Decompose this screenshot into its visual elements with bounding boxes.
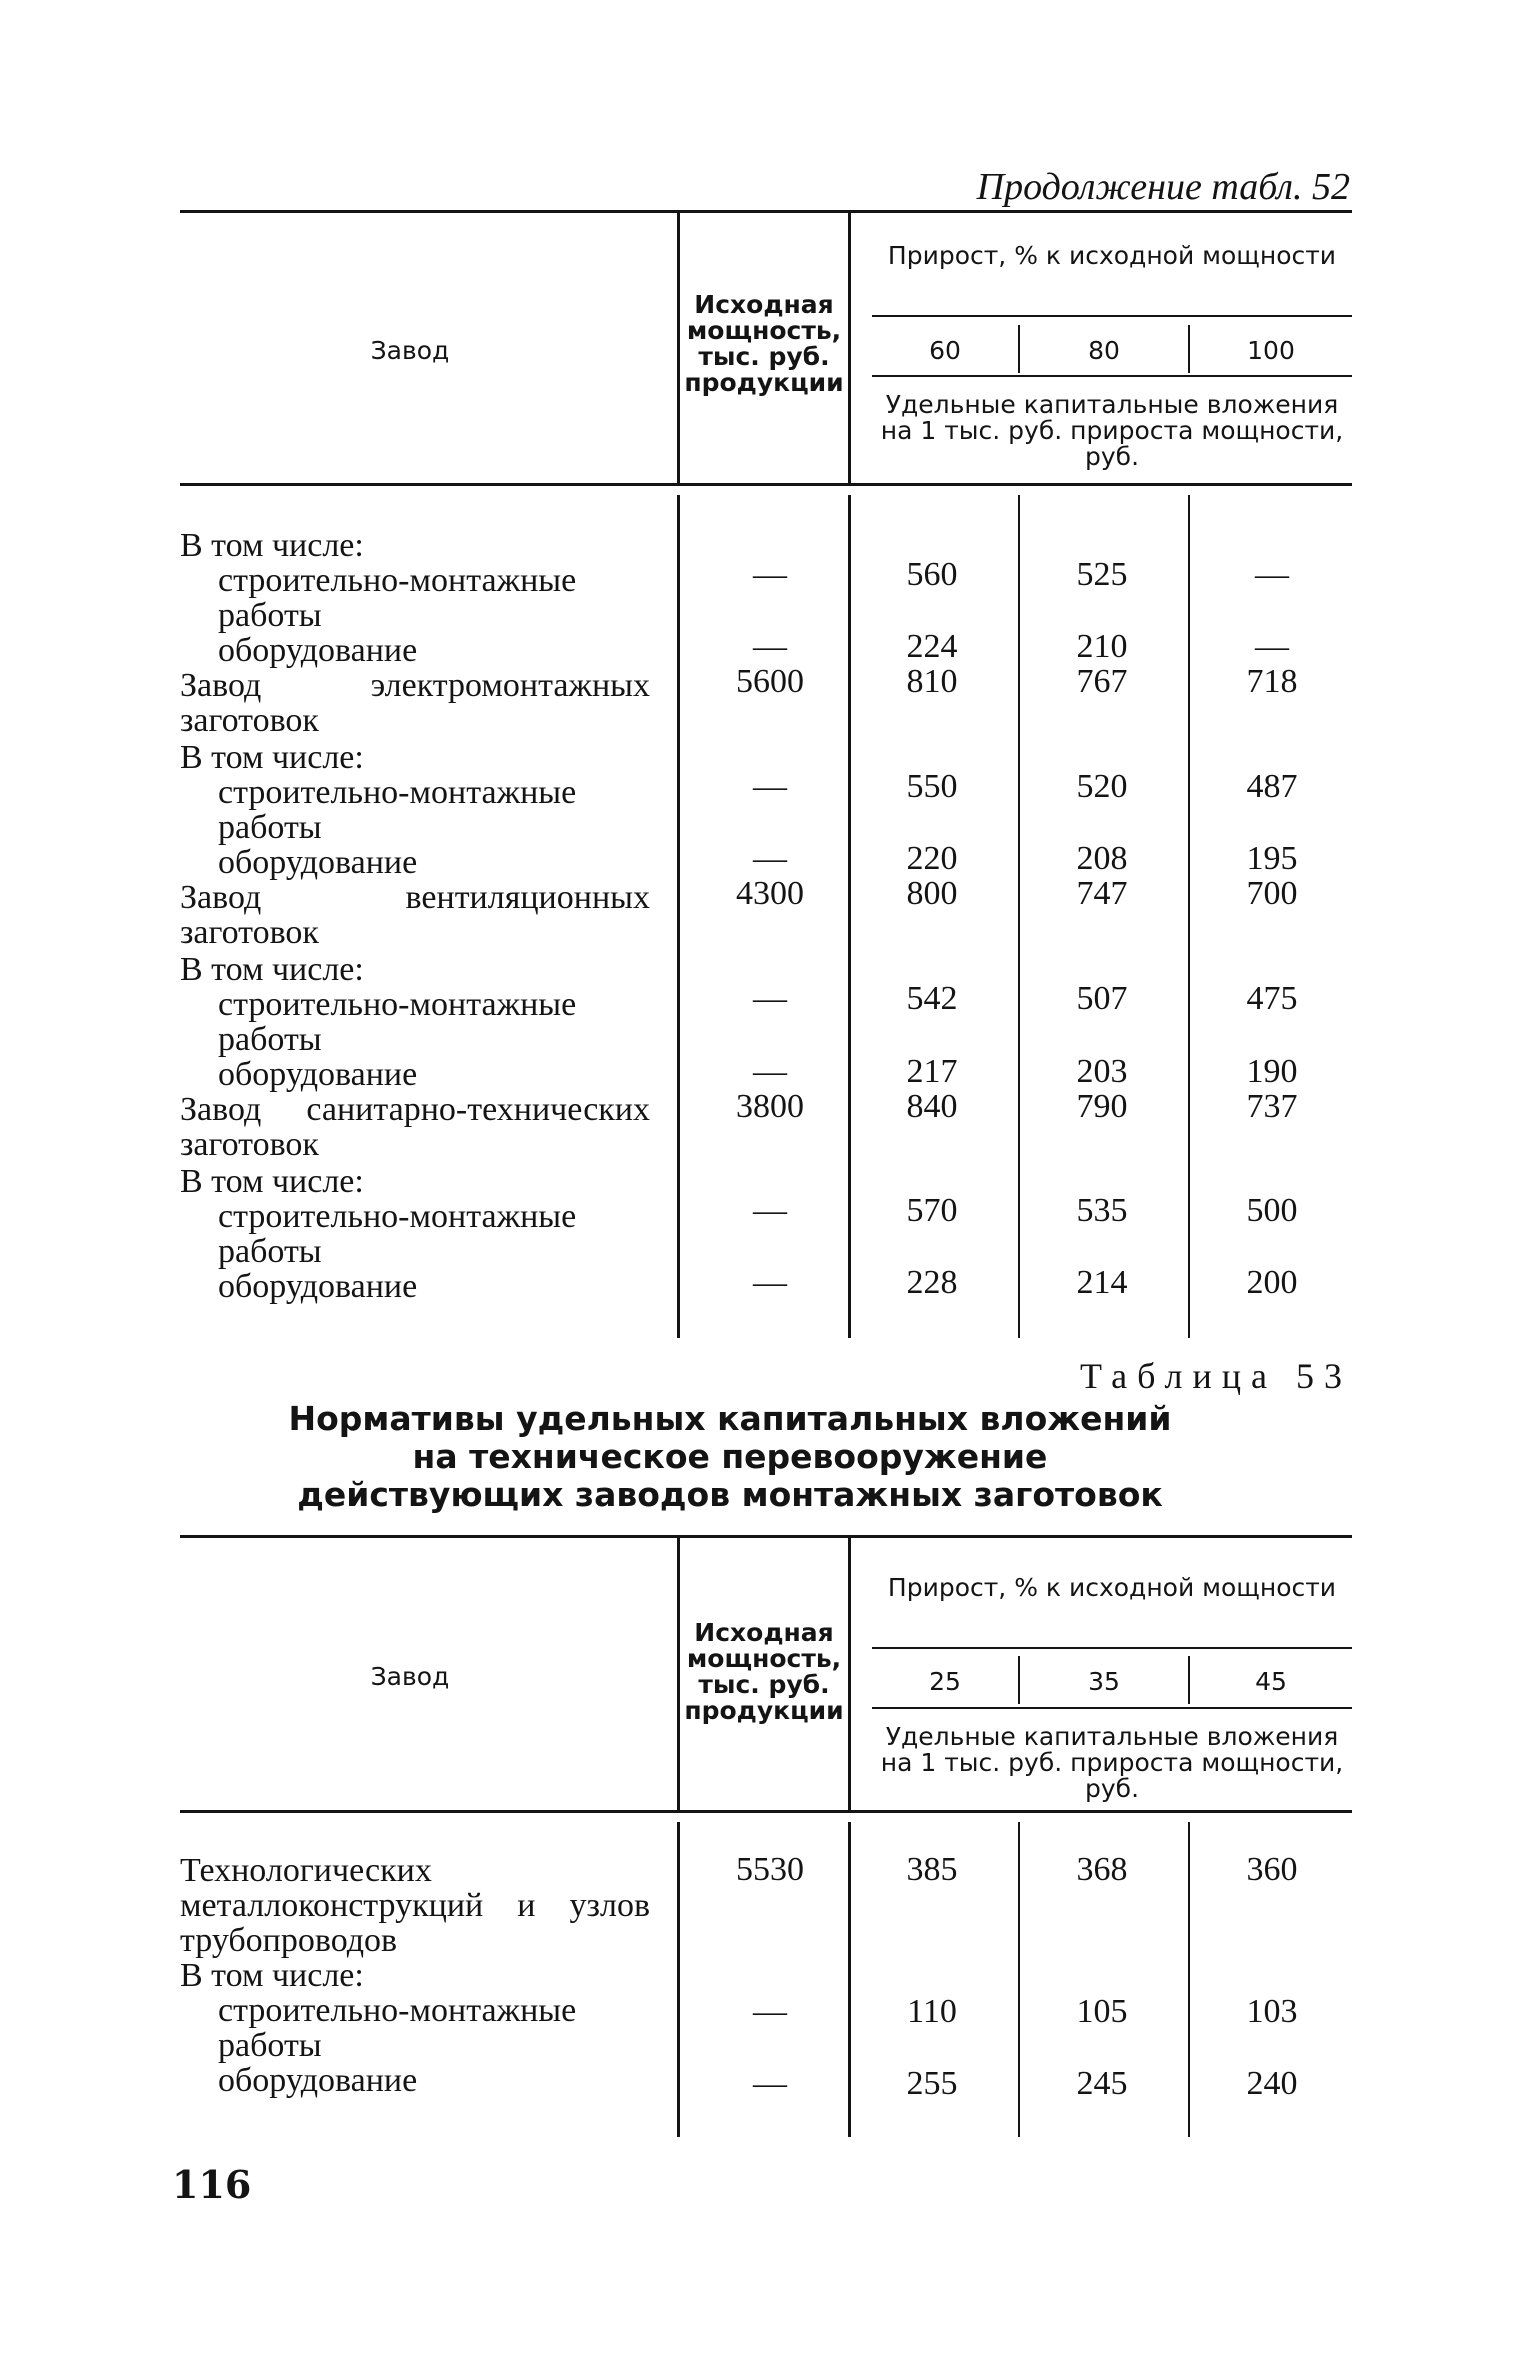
row-label: оборудование [218, 1268, 418, 1305]
value-cell-2: 535 [1076, 1192, 1128, 1229]
col-divider [848, 495, 851, 1338]
value-cell-2: 203 [1076, 1053, 1128, 1090]
row-label: В том числе: [180, 527, 364, 564]
value-cell-2: 105 [1076, 1993, 1128, 2030]
value-cell-3: 700 [1246, 875, 1298, 912]
col-divider [1188, 495, 1190, 1338]
capacity-cell: — [753, 840, 787, 877]
value-cell-3: 487 [1246, 768, 1298, 805]
value-cell-2: 525 [1076, 556, 1128, 593]
value-cell-3: 737 [1246, 1088, 1298, 1125]
continuation-caption: Продолжение табл. 52 [976, 166, 1350, 208]
row-label: строительно-монтажные работы [218, 774, 577, 846]
header-bottom-rule [180, 483, 1352, 486]
capacity-cell: — [753, 556, 787, 593]
row-label: Технологических металлоконструкций и узлов трубопроводов [180, 1852, 650, 1959]
header-investment: Удельные капитальные вложения на 1 тыс. руб. прироста мощности, руб. [880, 390, 1344, 471]
row-label: оборудование [218, 632, 418, 669]
table-53-number: Таблица 53 [1080, 1356, 1352, 1396]
row-label: оборудование [218, 844, 418, 881]
value-cell-3: — [1255, 556, 1289, 593]
value-cell-2: 507 [1076, 980, 1128, 1017]
row-label: В том числе: [180, 739, 364, 776]
col-divider [848, 1537, 851, 1810]
row-label: оборудование [218, 2062, 418, 2099]
capacity-cell: — [753, 1993, 787, 2030]
value-cell-1: 255 [906, 2065, 958, 2102]
col-divider [848, 212, 851, 483]
header-plant: Завод [370, 336, 450, 365]
col-divider [1188, 1822, 1190, 2137]
col-divider [677, 495, 680, 1338]
capacity-cell: — [753, 628, 787, 665]
value-cell-3: 500 [1246, 1192, 1298, 1229]
header-plant: Завод [370, 1662, 450, 1691]
value-cell-3: 240 [1246, 2065, 1298, 2102]
value-cell-3: — [1255, 628, 1289, 665]
value-cell-3: 360 [1246, 1851, 1298, 1888]
value-cell-1: 840 [906, 1088, 958, 1125]
header-percent-1: 60 [929, 336, 961, 365]
value-cell-2: 747 [1076, 875, 1128, 912]
page-number: 116 [172, 2162, 252, 2207]
value-cell-2: 520 [1076, 768, 1128, 805]
value-cell-3: 475 [1246, 980, 1298, 1017]
value-cell-1: 110 [907, 1993, 957, 2030]
value-cell-1: 542 [906, 980, 958, 1017]
value-cell-1: 224 [906, 628, 958, 665]
row-label: Завод электромонтажных заготовок [180, 667, 650, 739]
growth-header-rule [872, 315, 1352, 317]
header-percent-2: 80 [1088, 336, 1120, 365]
value-cell-2: 214 [1076, 1264, 1128, 1301]
percent-header-rule [872, 375, 1352, 377]
capacity-cell: 3800 [736, 1088, 804, 1125]
value-cell-1: 217 [906, 1053, 958, 1090]
row-label: В том числе: [180, 951, 364, 988]
row-label: строительно-монтажные работы [218, 562, 577, 634]
value-cell-1: 560 [906, 556, 958, 593]
header-capacity: Исходная мощность, тыс. руб. продукции [684, 1618, 844, 1725]
value-cell-3: 195 [1246, 840, 1298, 877]
capacity-cell: 5530 [736, 1851, 804, 1888]
capacity-cell: — [753, 1053, 787, 1090]
row-label: Завод вентиляционных заготовок [180, 879, 650, 951]
row-label: В том числе: [180, 1163, 364, 1200]
capacity-cell: — [753, 768, 787, 805]
value-cell-1: 220 [906, 840, 958, 877]
capacity-cell: — [753, 1192, 787, 1229]
header-growth: Прирост, % к исходной мощности [887, 241, 1337, 270]
header-percent-2: 35 [1088, 1667, 1120, 1696]
value-cell-1: 550 [906, 768, 958, 805]
value-cell-3: 718 [1246, 663, 1298, 700]
value-cell-2: 368 [1076, 1851, 1128, 1888]
value-cell-1: 570 [906, 1192, 958, 1229]
header-growth: Прирост, % к исходной мощности [887, 1573, 1337, 1602]
header-percent-3: 45 [1255, 1667, 1287, 1696]
value-cell-3: 190 [1246, 1053, 1298, 1090]
capacity-cell: — [753, 2065, 787, 2102]
value-cell-1: 800 [906, 875, 958, 912]
value-cell-2: 210 [1076, 628, 1128, 665]
row-label: оборудование [218, 1056, 418, 1093]
value-cell-2: 790 [1076, 1088, 1128, 1125]
value-cell-2: 208 [1076, 840, 1128, 877]
table-53-title: Нормативы удельных капитальных вложений на техническое перевооружение действующих заводов монтажных заготовок [288, 1399, 1172, 1514]
row-label: строительно-монтажные работы [218, 986, 577, 1058]
table-top-rule [180, 210, 1352, 213]
value-cell-1: 810 [906, 663, 958, 700]
capacity-cell: — [753, 980, 787, 1017]
header-percent-3: 100 [1247, 336, 1295, 365]
value-cell-3: 103 [1246, 1993, 1298, 2030]
row-label: строительно-монтажные работы [218, 1992, 577, 2064]
table-top-rule [180, 1535, 1352, 1538]
row-label: Завод санитарно-технических заготовок [180, 1091, 650, 1163]
col-divider [848, 1822, 851, 2137]
capacity-cell: 5600 [736, 663, 804, 700]
capacity-cell: 4300 [736, 875, 804, 912]
header-bottom-rule [180, 1810, 1352, 1813]
growth-header-rule [872, 1647, 1352, 1649]
percent-header-rule [872, 1707, 1352, 1709]
header-percent-1: 25 [929, 1667, 961, 1696]
row-label: В том числе: [180, 1957, 364, 1994]
value-cell-1: 385 [906, 1851, 958, 1888]
value-cell-2: 767 [1076, 663, 1128, 700]
value-cell-2: 245 [1076, 2065, 1128, 2102]
col-divider [1018, 495, 1020, 1338]
value-cell-3: 200 [1246, 1264, 1298, 1301]
capacity-cell: — [753, 1264, 787, 1301]
row-label: строительно-монтажные работы [218, 1198, 577, 1270]
header-investment: Удельные капитальные вложения на 1 тыс. руб. прироста мощности, руб. [880, 1722, 1344, 1803]
value-cell-1: 228 [906, 1264, 958, 1301]
col-divider [1018, 1822, 1020, 2137]
header-capacity: Исходная мощность, тыс. руб. продукции [684, 290, 844, 397]
